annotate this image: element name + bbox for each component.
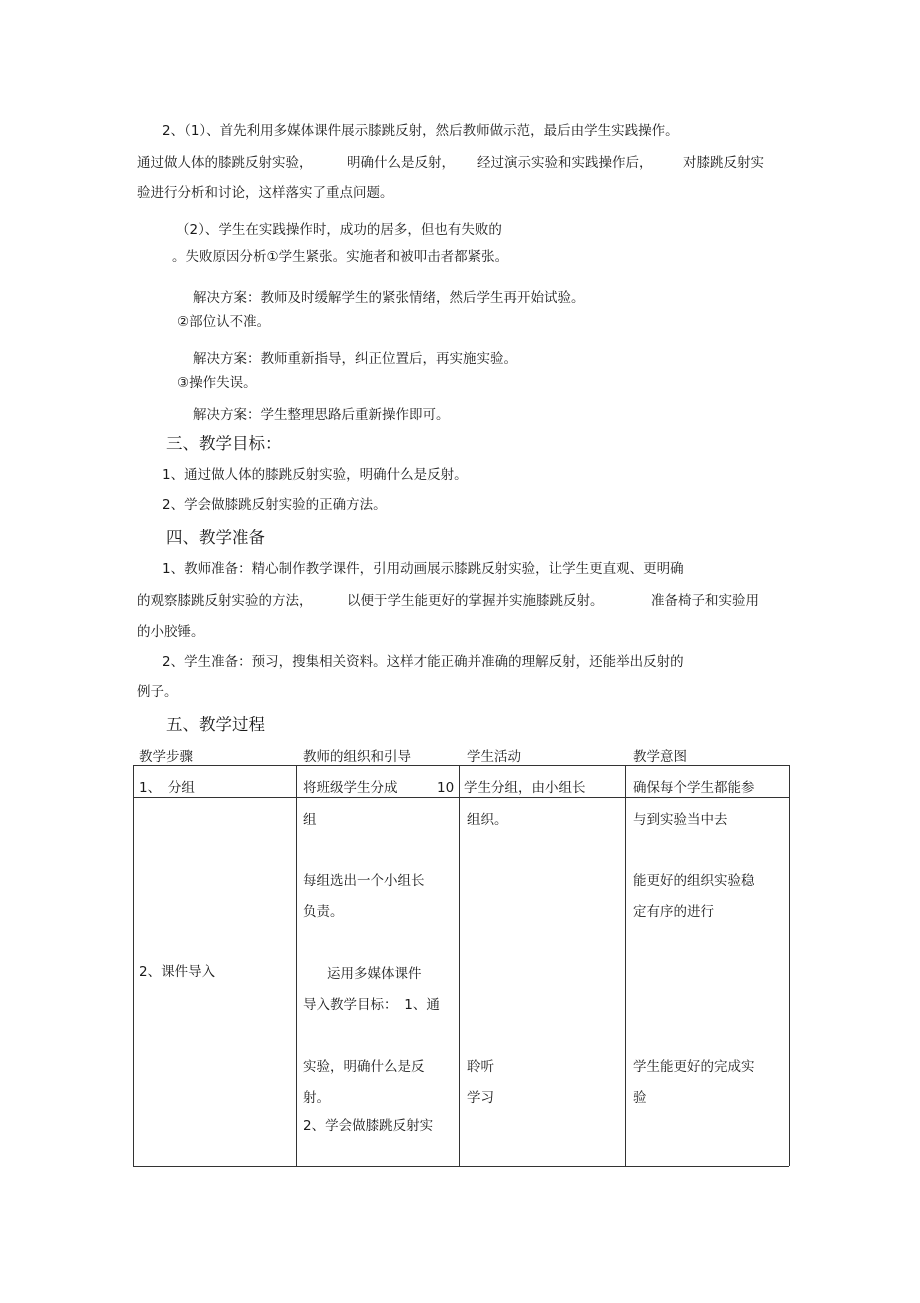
student-prep-line2: 例子。 — [137, 684, 178, 700]
table-top-border — [133, 765, 789, 766]
teacher-prep-line1: 1、教师准备：精心制作教学课件，引用动画展示膝跳反射实验，让学生更直观、更明确 — [162, 561, 684, 577]
row2-intent-line: 能更好的组织实验稳 — [633, 873, 755, 889]
row2-step: 2、课件导入 — [139, 964, 216, 980]
row2-intent-line: 学生能更好的完成实 — [633, 1059, 755, 1075]
row2-teacher-line: 导入教学目标： 1、通 — [303, 997, 440, 1013]
table-bottom-border — [133, 1166, 789, 1167]
s2-cause-3: ③操作失误。 — [177, 375, 257, 391]
section4-heading: 四、教学准备 — [166, 528, 265, 547]
table-col-divider — [296, 765, 297, 1166]
row2-student-line: 聆听 — [467, 1059, 494, 1075]
s2-item1-line2d: 对膝跳反射实 — [683, 155, 764, 171]
table-col-header: 教师的组织和引导 — [303, 749, 411, 765]
row2-teacher-line: 运用多媒体课件 — [327, 966, 422, 982]
table-col-header: 学生活动 — [467, 749, 521, 765]
row2-intent-line: 验 — [633, 1090, 647, 1106]
teacher-prep-line2b: 以便于学生能更好的掌握并实施膝跳反射。 — [347, 593, 604, 609]
row2-teacher-line: 实验，明确什么是反 — [303, 1059, 425, 1075]
s2-item1-line2c: 经过演示实验和实践操作后， — [477, 155, 653, 171]
section3-heading: 三、教学目标： — [166, 434, 282, 453]
s2-solution-1: 解决方案：教师及时缓解学生的紧张情绪，然后学生再开始试验。 — [193, 290, 585, 306]
s2-item1-line2a: 通过做人体的膝跳反射实验， — [137, 155, 313, 171]
s2-item1-line3: 验进行分析和讨论，这样落实了重点问题。 — [137, 185, 394, 201]
row1-teacher-number: 10 — [437, 780, 455, 796]
teacher-prep-line2c: 准备椅子和实验用 — [651, 593, 759, 609]
table-row-divider — [133, 797, 789, 798]
s2-solution-3: 解决方案：学生整理思路后重新操作即可。 — [193, 407, 450, 423]
table-left-border — [133, 765, 134, 1166]
table-col-header: 教学意图 — [633, 749, 687, 765]
row2-student-line: 组织。 — [467, 812, 508, 828]
section5-heading: 五、教学过程 — [166, 715, 265, 734]
teacher-prep-line3: 的小胶锤。 — [137, 624, 205, 640]
row1-teacher: 将班级学生分成 — [303, 780, 398, 796]
row2-teacher-line: 射。 — [303, 1090, 330, 1106]
row2-teacher-line: 每组选出一个小组长 — [303, 873, 425, 889]
table-col-header: 教学步骤 — [139, 749, 193, 765]
row1-intent: 确保每个学生都能参 — [633, 780, 755, 796]
s2-solution-2: 解决方案：教师重新指导，纠正位置后，再实施实验。 — [193, 351, 517, 367]
row1-step: 1、 分组 — [139, 780, 195, 796]
goal-2: 2、学会做膝跳反射实验的正确方法。 — [162, 497, 387, 513]
s2-item2-line2: 。失败原因分析①学生紧张。实施者和被叩击者都紧张。 — [172, 249, 509, 265]
row2-teacher-line: 负责。 — [303, 904, 344, 920]
student-prep-line1: 2、学生准备：预习，搜集相关资料。这样才能正确并准确的理解反射，还能举出反射的 — [162, 654, 684, 670]
row2-teacher-line: 组 — [303, 812, 317, 828]
row2-intent-line: 与到实验当中去 — [633, 812, 728, 828]
s2-item2-line1: （2）、学生在实践操作时，成功的居多，但也有失败的 — [176, 222, 502, 238]
teacher-prep-line2a: 的观察膝跳反射实验的方法， — [137, 593, 313, 609]
row2-student-line: 学习 — [467, 1090, 494, 1106]
s2-item1-line2b: 明确什么是反射， — [347, 155, 455, 171]
s2-item1-line1: 2、（1）、首先利用多媒体课件展示膝跳反射，然后教师做示范，最后由学生实践操作。 — [162, 123, 679, 139]
row1-student: 学生分组，由小组长 — [464, 780, 586, 796]
row2-intent-line: 定有序的进行 — [633, 904, 714, 920]
table-col-divider — [459, 765, 460, 1166]
row2-teacher-line: 2、学会做膝跳反射实 — [303, 1118, 434, 1134]
goal-1: 1、通过做人体的膝跳反射实验，明确什么是反射。 — [162, 467, 468, 483]
s2-cause-2: ②部位认不准。 — [177, 314, 271, 330]
table-right-border — [789, 765, 790, 1166]
table-col-divider — [625, 765, 626, 1166]
